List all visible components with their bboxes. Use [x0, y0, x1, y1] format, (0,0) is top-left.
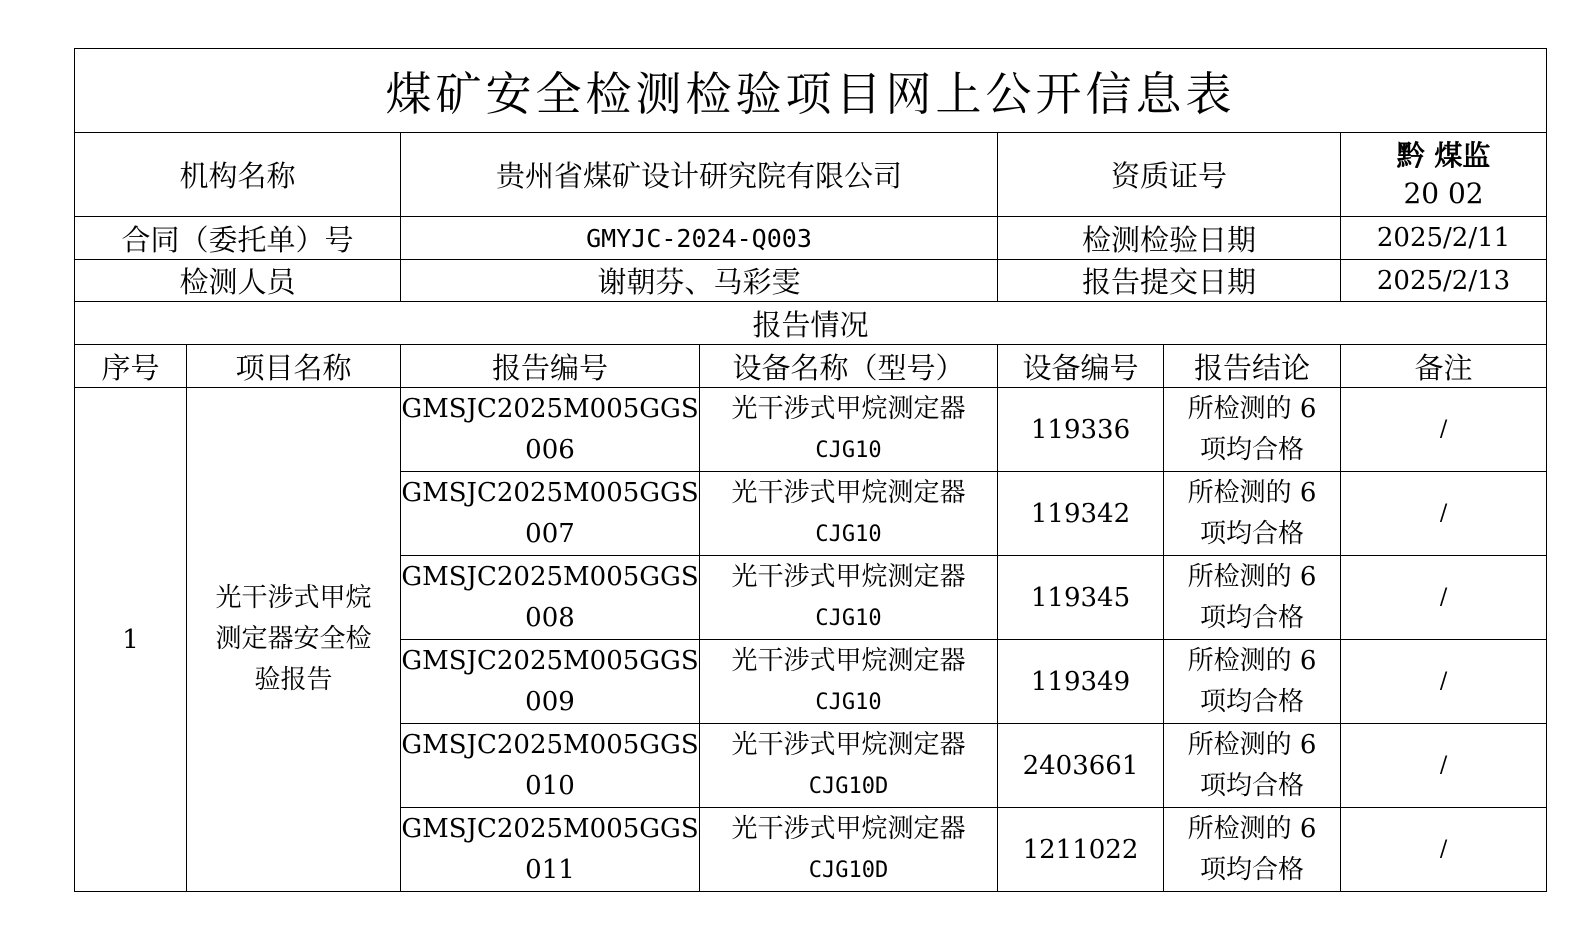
device-name-cell [700, 724, 998, 808]
staff-value: 谢朝芬、马彩雯 [401, 260, 998, 302]
page-title: 煤矿安全检测检验项目网上公开信息表 [75, 49, 1547, 133]
report-no-cell [401, 640, 700, 724]
conclusion-cell [1164, 808, 1341, 892]
conclusion-cell [1164, 472, 1341, 556]
inspect-date-label: 检测检验日期 [998, 217, 1341, 260]
conclusion-line2: 项均合格 [1199, 518, 1304, 549]
remark-cell: / [1341, 808, 1547, 892]
device-name-cell [700, 556, 998, 640]
report-no-cell [401, 724, 700, 808]
conclusion-line1: 所检测的 6 [1187, 813, 1317, 844]
report-no-cell [401, 808, 700, 892]
col-header-device-no: 设备编号 [998, 345, 1164, 388]
conclusion-line1: 所检测的 6 [1187, 561, 1317, 592]
remark-cell: / [1341, 556, 1547, 640]
submit-date-value: 2025/2/13 [1341, 260, 1547, 302]
device-name-cell [700, 808, 998, 892]
device-name-line: 光干涉式甲烷测定器 [731, 729, 966, 760]
device-name-line: 光干涉式甲烷测定器 [731, 477, 966, 508]
device-no-cell: 119336 [998, 388, 1164, 472]
device-no-cell: 2403661 [998, 724, 1164, 808]
report-no-line2: 010 [525, 770, 575, 801]
report-no-cell [401, 472, 700, 556]
staff-label: 检测人员 [75, 260, 401, 302]
org-value: 贵州省煤矿设计研究院有限公司 [401, 133, 998, 217]
report-no-line1: GMSJC2025M005GGS [401, 561, 699, 592]
device-model-line: CJG10D [808, 857, 889, 883]
report-no-line1: GMSJC2025M005GGS [401, 729, 699, 760]
device-model-line: CJG10 [815, 605, 882, 631]
conclusion-line1: 所检测的 6 [1187, 393, 1317, 424]
device-name-line: 光干涉式甲烷测定器 [731, 645, 966, 676]
col-header-seq: 序号 [75, 345, 187, 388]
inspect-date-value: 2025/2/11 [1341, 217, 1547, 260]
seq-cell: 1 [75, 388, 187, 892]
conclusion-line2: 项均合格 [1199, 686, 1304, 717]
device-model-line: CJG10 [815, 437, 882, 463]
report-no-line1: GMSJC2025M005GGS [401, 477, 699, 508]
col-header-conclusion: 报告结论 [1164, 345, 1341, 388]
report-no-line2: 008 [525, 602, 575, 633]
conclusion-line1: 所检测的 6 [1187, 477, 1317, 508]
col-header-report-no: 报告编号 [401, 345, 700, 388]
device-model-line: CJG10D [808, 773, 889, 799]
report-no-cell [401, 556, 700, 640]
project-name-cell [187, 388, 401, 892]
remark-cell: / [1341, 640, 1547, 724]
remark-cell: / [1341, 724, 1547, 808]
report-no-line2: 011 [525, 854, 575, 885]
cert-value-line1: 黔 煤监 [1396, 138, 1491, 172]
conclusion-line1: 所检测的 6 [1187, 645, 1317, 676]
cert-value [1341, 133, 1547, 217]
device-name-cell [700, 640, 998, 724]
report-no-line2: 006 [525, 434, 575, 465]
project-name-line2: 测定器安全检 [215, 624, 372, 654]
report-no-line1: GMSJC2025M005GGS [401, 813, 699, 844]
cert-label: 资质证号 [998, 133, 1341, 217]
device-name-line: 光干涉式甲烷测定器 [731, 561, 966, 592]
report-no-line2: 007 [525, 518, 575, 549]
device-name-line: 光干涉式甲烷测定器 [731, 813, 966, 844]
conclusion-line2: 项均合格 [1199, 602, 1304, 633]
cert-value-line2: 20 02 [1403, 176, 1484, 210]
col-header-remark: 备注 [1341, 345, 1547, 388]
conclusion-cell [1164, 388, 1341, 472]
conclusion-line2: 项均合格 [1199, 434, 1304, 465]
project-name-line1: 光干涉式甲烷 [215, 583, 372, 613]
device-no-cell: 119342 [998, 472, 1164, 556]
device-name-cell [700, 388, 998, 472]
submit-date-label: 报告提交日期 [998, 260, 1341, 302]
device-model-line: CJG10 [815, 521, 882, 547]
contract-label: 合同（委托单）号 [75, 217, 401, 260]
device-model-line: CJG10 [815, 689, 882, 715]
device-no-cell: 1211022 [998, 808, 1164, 892]
device-name-cell [700, 472, 998, 556]
conclusion-cell [1164, 640, 1341, 724]
conclusion-cell [1164, 556, 1341, 640]
remark-cell: / [1341, 388, 1547, 472]
report-no-line1: GMSJC2025M005GGS [401, 393, 699, 424]
project-name-line3: 验报告 [254, 665, 333, 695]
device-no-cell: 119345 [998, 556, 1164, 640]
org-label: 机构名称 [75, 133, 401, 217]
conclusion-cell [1164, 724, 1341, 808]
device-name-line: 光干涉式甲烷测定器 [731, 393, 966, 424]
device-no-cell: 119349 [998, 640, 1164, 724]
conclusion-line1: 所检测的 6 [1187, 729, 1317, 760]
col-header-project-name: 项目名称 [187, 345, 401, 388]
contract-value: GMYJC-2024-Q003 [401, 217, 998, 260]
conclusion-line2: 项均合格 [1199, 770, 1304, 801]
report-no-line2: 009 [525, 686, 575, 717]
inspection-info-table [74, 48, 1547, 892]
col-header-device-name: 设备名称（型号） [700, 345, 998, 388]
conclusion-line2: 项均合格 [1199, 854, 1304, 885]
report-no-line1: GMSJC2025M005GGS [401, 645, 699, 676]
report-no-cell [401, 388, 700, 472]
table-row [75, 388, 1547, 472]
remark-cell: / [1341, 472, 1547, 556]
report-section-label: 报告情况 [75, 302, 1547, 345]
